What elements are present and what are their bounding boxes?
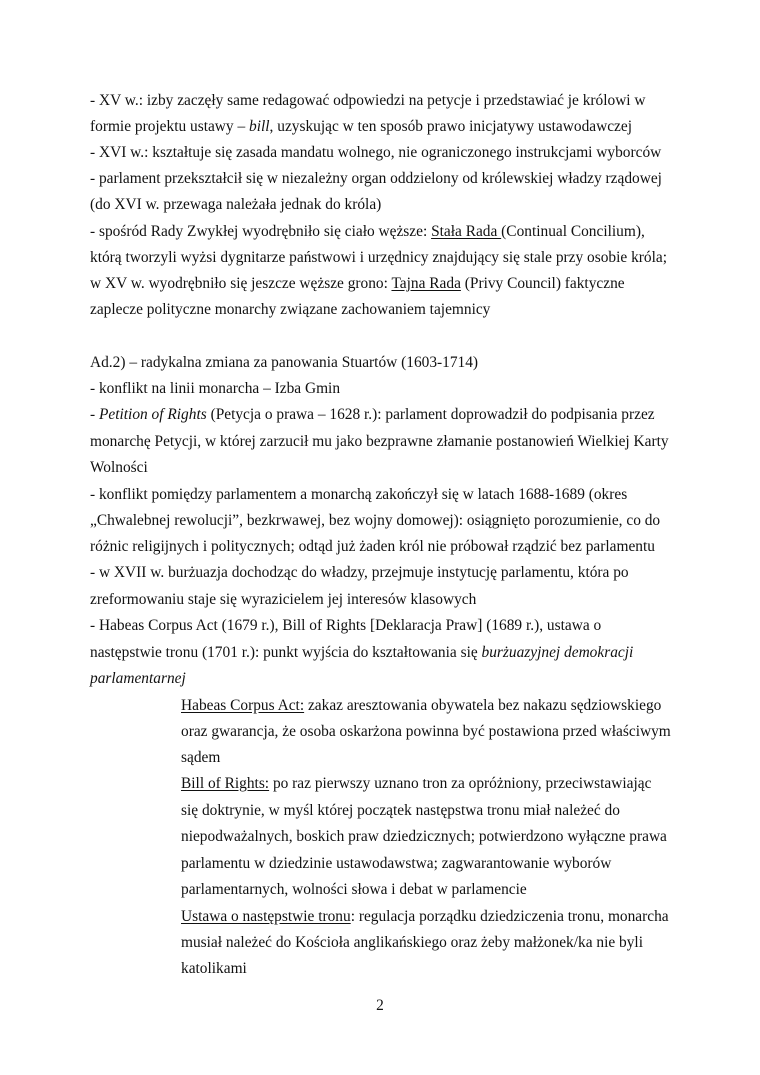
text-line: parlamentu w dziedzinie ustawodawstwa; zagwarantowanie wyborów [181,855,612,872]
text-line: Wolności [90,459,148,476]
text-line: katolikami [181,960,247,977]
definition-habeas-corpus: Habeas Corpus Act: zakaz aresztowania obywatela bez nakazu sędziowskiego [181,697,662,714]
text-line: w XV w. wyodrębniło się jeszcze węższe grono: Tajna Rada (Privy Council) faktyczne [90,275,625,292]
text-line: parlamentarnych, wolności słowa i debat w parlamencie [181,881,527,898]
text-line: którą tworzyli wyżsi dygnitarze państwowi i urzędnicy znajdujący się stale przy osobie króla; [90,249,667,266]
text-line: się doktrynie, w myśl której początek następstwa tronu miał należeć do [181,802,620,819]
text-line: różnic religijnych i politycznych; odtąd już żaden król nie próbował rządzić bez parlamentu [90,538,655,555]
definition-bill-of-rights: Bill of Rights: po raz pierwszy uznano tron za opróżniony, przeciwstawiając [181,775,652,792]
text-line: - konflikt pomiędzy parlamentem a monarchą zakończył się w latach 1688-1689 (okres [90,486,628,503]
page-number: 2 [376,997,384,1014]
text-line: oraz gwarancja, że osoba oskarżona powinna być postawiona przed właściwym [181,723,671,740]
text-line: - Petition of Rights (Petycja o prawa – 1628 r.): parlament doprowadził do podpisania przez [90,406,655,423]
definition-succession-act: Ustawa o następstwie tronu: regulacja porządku dziedziczenia tronu, monarcha [181,908,669,925]
text-line: musiał należeć do Kościoła anglikańskiego oraz żeby małżonek/ka nie byli [181,934,643,951]
text-line: - w XVII w. burżuazja dochodząc do władzy, przejmuje instytucję parlamentu, która po [90,564,629,581]
text-line: - Habeas Corpus Act (1679 r.), Bill of Rights [Deklaracja Praw] (1689 r.), ustawa o [90,617,602,634]
text-line: monarchę Petycji, w której zarzucił mu jako bezprawne złamanie postanowień Wielkiej Karty [90,433,669,450]
text-line: - parlament przekształcił się w niezależny organ oddzielony od królewskiej władzy rządowej [90,170,662,187]
text-line: - XV w.: izby zaczęły same redagować odpowiedzi na petycje i przedstawiać je królowi w [90,92,646,109]
text-line: parlamentarnej [90,670,186,687]
text-line: sądem [181,749,221,766]
text-line: - XVI w.: kształtuje się zasada mandatu wolnego, nie ograniczonego instrukcjami wyborców [90,144,662,161]
text-line: następstwie tronu (1701 r.): punkt wyjścia do kształtowania się burżuazyjnej demokracji [90,644,634,661]
text-line: - spośród Rady Zwykłej wyodrębniło się ciało węższe: Stała Rada (Continual Concilium), [90,223,645,240]
text-line: - konflikt na linii monarcha – Izba Gmin [90,380,341,397]
section-heading: Ad.2) – radykalna zmiana za panowania Stuartów (1603-1714) [90,354,479,371]
text-line: (do XVI w. przewaga należała jednak do króla) [90,196,382,213]
text-line: formie projektu ustawy – bill, uzyskując w ten sposób prawo inicjatywy ustawodawczej [90,118,632,135]
text-line: niepodważalnych, boskich praw dziedzicznych; potwierdzono wyłączne prawa [181,828,667,845]
text-line: zaplecze polityczne monarchy związane zachowaniem tajemnicy [90,301,491,318]
text-line: „Chwalebnej rewolucji”, bezkrwawej, bez wojny domowej): osiągnięto porozumienie, co do [90,512,661,529]
text-line: zreformowaniu staje się wyrazicielem jej interesów klasowych [90,591,477,608]
